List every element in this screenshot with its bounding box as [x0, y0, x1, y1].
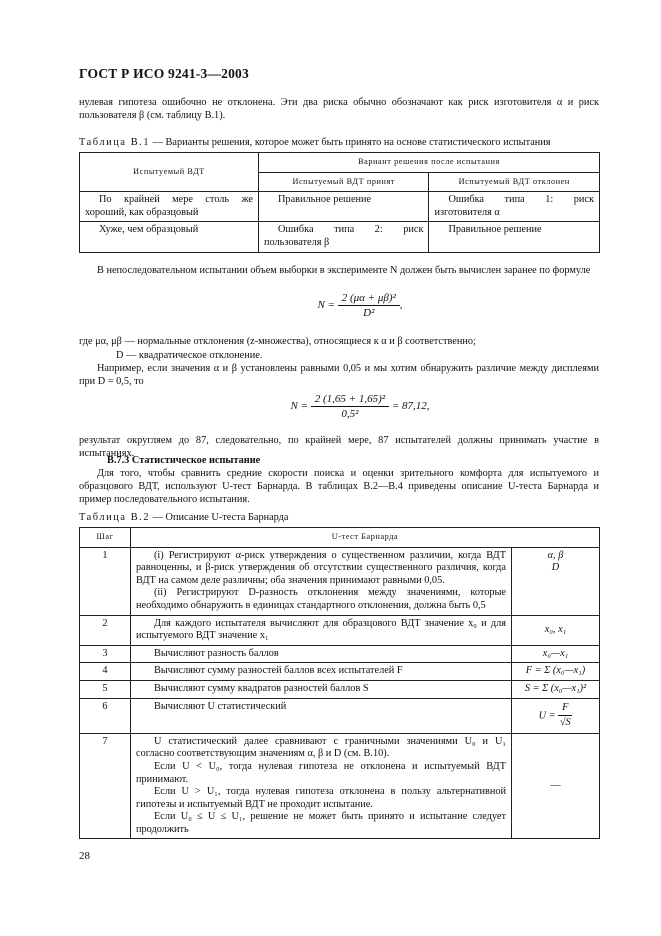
table1-cell: Правильное решение [429, 222, 600, 252]
table1-cell: Хуже, чем образцовый [80, 222, 259, 252]
formula1-numerator: 2 (μα + μβ)² [338, 292, 400, 306]
where-line: где μα, μβ — нормальные отклонения (z-множества), относящиеся к α и β соответственно; [79, 336, 476, 347]
formula2-lhs: N = [290, 400, 309, 413]
table2-caption [79, 511, 619, 524]
formula2-tail: = 87,12, [391, 400, 430, 413]
step-result-text: D [551, 562, 560, 574]
step-text: Для каждого испытателя вычисляют для образцового ВДТ значение x₀ и для испытуемого ВДТ значение x₁ [136, 617, 506, 642]
step-result: F = Σ (x₀—x₁) [512, 663, 600, 681]
table-row [80, 698, 600, 733]
table1-cell: Правильное решение [259, 192, 429, 222]
table1-caption [79, 136, 619, 149]
barnard-table [79, 527, 600, 839]
sample-size-paragraph [79, 264, 599, 277]
step-description [131, 698, 512, 733]
decision-table [79, 152, 600, 253]
step-result [512, 547, 600, 615]
step-result: x₀—x₁ [512, 645, 600, 663]
table1-caption-text: — Варианты решения, которое может быть принято на основе статистического испытания [150, 137, 551, 148]
formula2-numerator: 2 (1,65 + 1,65)² [311, 393, 389, 407]
step-result: — [512, 733, 600, 839]
sample-size-formula [280, 292, 440, 319]
u-formula-denominator: √S [559, 717, 571, 729]
formula1-denominator: D² [363, 307, 375, 319]
u-formula-numerator: F [558, 702, 572, 717]
step-number: 4 [80, 663, 131, 681]
table1-col-decision: Вариант решения после испытания [259, 153, 600, 173]
step-number: 7 [80, 733, 131, 839]
table2-header-row [80, 528, 600, 548]
sample-size-text: В непоследовательном испытании объем выборки в эксперименте N должен быть вычислен заранее по формуле [97, 265, 591, 276]
step-text: Если U > U₁, тогда нулевая гипотеза отклонена в пользу альтернативной гипотезы и испытуемый ВДТ не проходит испытание. [136, 786, 506, 810]
table-row [80, 547, 600, 615]
table-row [80, 222, 600, 252]
table1-header-row [80, 153, 600, 173]
table1-cell: Ошибка типа 1: риск изготовителя α [429, 192, 600, 222]
step-text: Вычисляют U статистический [154, 700, 287, 712]
step-description [131, 733, 512, 839]
u-formula-lhs: U = [538, 709, 556, 721]
intro-paragraph: нулевая гипотеза ошибочно не отклонена. Эти два риска обычно обозначают как риск изготовителя α и риск пользователя β (см. таблицу В.1). [79, 97, 599, 121]
result-paragraph: результат округляем до 87, следовательно, по крайней мере, 87 испытателей должны принимать участие в испытаниях. [79, 435, 599, 459]
step-result [512, 698, 600, 733]
u-formula-fraction [558, 702, 572, 730]
table-row [80, 733, 600, 839]
section-paragraph [79, 467, 599, 506]
table-row [80, 192, 600, 222]
formula2-denominator: 0,5² [341, 408, 359, 420]
table1-col-rejected: Испытуемый ВДТ отклонен [429, 172, 600, 192]
step-description [131, 645, 512, 663]
step-text: (i) Регистрируют α-риск утверждения о существенном различии, когда ВДТ равноценны, и β-риск утверждения об отсутствии существенного различия, когда ВДТ на самом деле различны; оба значения принимают равными 0,05. [136, 549, 506, 586]
step-description [131, 547, 512, 615]
step-number: 5 [80, 680, 131, 698]
formula1-fraction [338, 292, 400, 319]
table-row [80, 663, 600, 681]
table1-cell: По крайней мере столь же хороший, как образцовый [80, 192, 259, 222]
page-number: 28 [79, 850, 90, 862]
table1-col-accepted: Испытуемый ВДТ принят [259, 172, 429, 192]
step-description [131, 615, 512, 645]
step-number: 1 [80, 547, 131, 615]
document-header: ГОСТ Р ИСО 9241-3—2003 [79, 66, 249, 81]
step-number: 2 [80, 615, 131, 645]
step-number: 6 [80, 698, 131, 733]
step-description [131, 663, 512, 681]
step-text: Вычисляют сумму разностей баллов всех испытателей F [154, 665, 403, 677]
table2-col-test: U-тест Барнарда [131, 528, 600, 548]
section-text: Для того, чтобы сравнить средние скорости поиска и оценки зрительного комфорта для испытуемого и образцового ВДТ, используют U-тест Барнарда. В таблицах В.2—В.4 приведены описание U-теста Барнарда и пример последовательного испытания. [79, 468, 599, 505]
step-text: U статистический далее сравнивают с граничными значениями U₀ и U₁ согласно соответствующим значениям α, β и D (см. В.10). [136, 735, 506, 760]
table2-col-step: Шаг [80, 528, 131, 548]
section-heading: В.7.3 Статистическое испытание [107, 455, 261, 466]
step-text: Вычисляют сумму квадратов разностей баллов S [154, 682, 369, 694]
formula2-fraction [311, 393, 389, 420]
step-text: (ii) Регистрируют D-разность отклонения между значениями, которые необходимо обнаружить в единицах стандартного отклонения, должна быть 0,5 [136, 587, 506, 611]
example-text: Например, если значения α и β установлены равными 0,05 и мы хотим обнаружить различие между дисплеями при D = 0,5, то [79, 363, 599, 387]
table1-col-tested: Испытуемый ВДТ [80, 153, 259, 192]
table2-caption-label: Таблица В.2 [79, 512, 151, 523]
step-result: S = Σ (x₀—x₁)² [512, 680, 600, 698]
example-paragraph [79, 362, 599, 388]
table-row [80, 615, 600, 645]
step-number: 3 [80, 645, 131, 663]
table-row [80, 645, 600, 663]
table1-cell: Ошибка типа 2: риск пользователя β [259, 222, 429, 252]
example-formula [240, 393, 480, 420]
step-result-text: α, β [547, 549, 564, 561]
d-definition-line: D — квадратическое отклонение. [116, 350, 263, 361]
step-text: Если U < U₀, тогда нулевая гипотеза не отклонена и испытуемый ВДТ принимают. [136, 760, 506, 785]
formula1-lhs: N = [317, 299, 335, 312]
table1-caption-label: Таблица В.1 [79, 137, 151, 148]
step-result: x₀, x₁ [512, 615, 600, 645]
step-text: Если U₀ ≤ U ≤ U₁, решение не может быть принято и испытание следует продолжить [136, 811, 506, 835]
step-text: Вычисляют разность баллов [154, 647, 279, 659]
formula1-tail: , [399, 299, 403, 312]
table2-caption-text: — Описание U-теста Барнарда [150, 512, 289, 523]
step-description [131, 680, 512, 698]
table-row [80, 680, 600, 698]
